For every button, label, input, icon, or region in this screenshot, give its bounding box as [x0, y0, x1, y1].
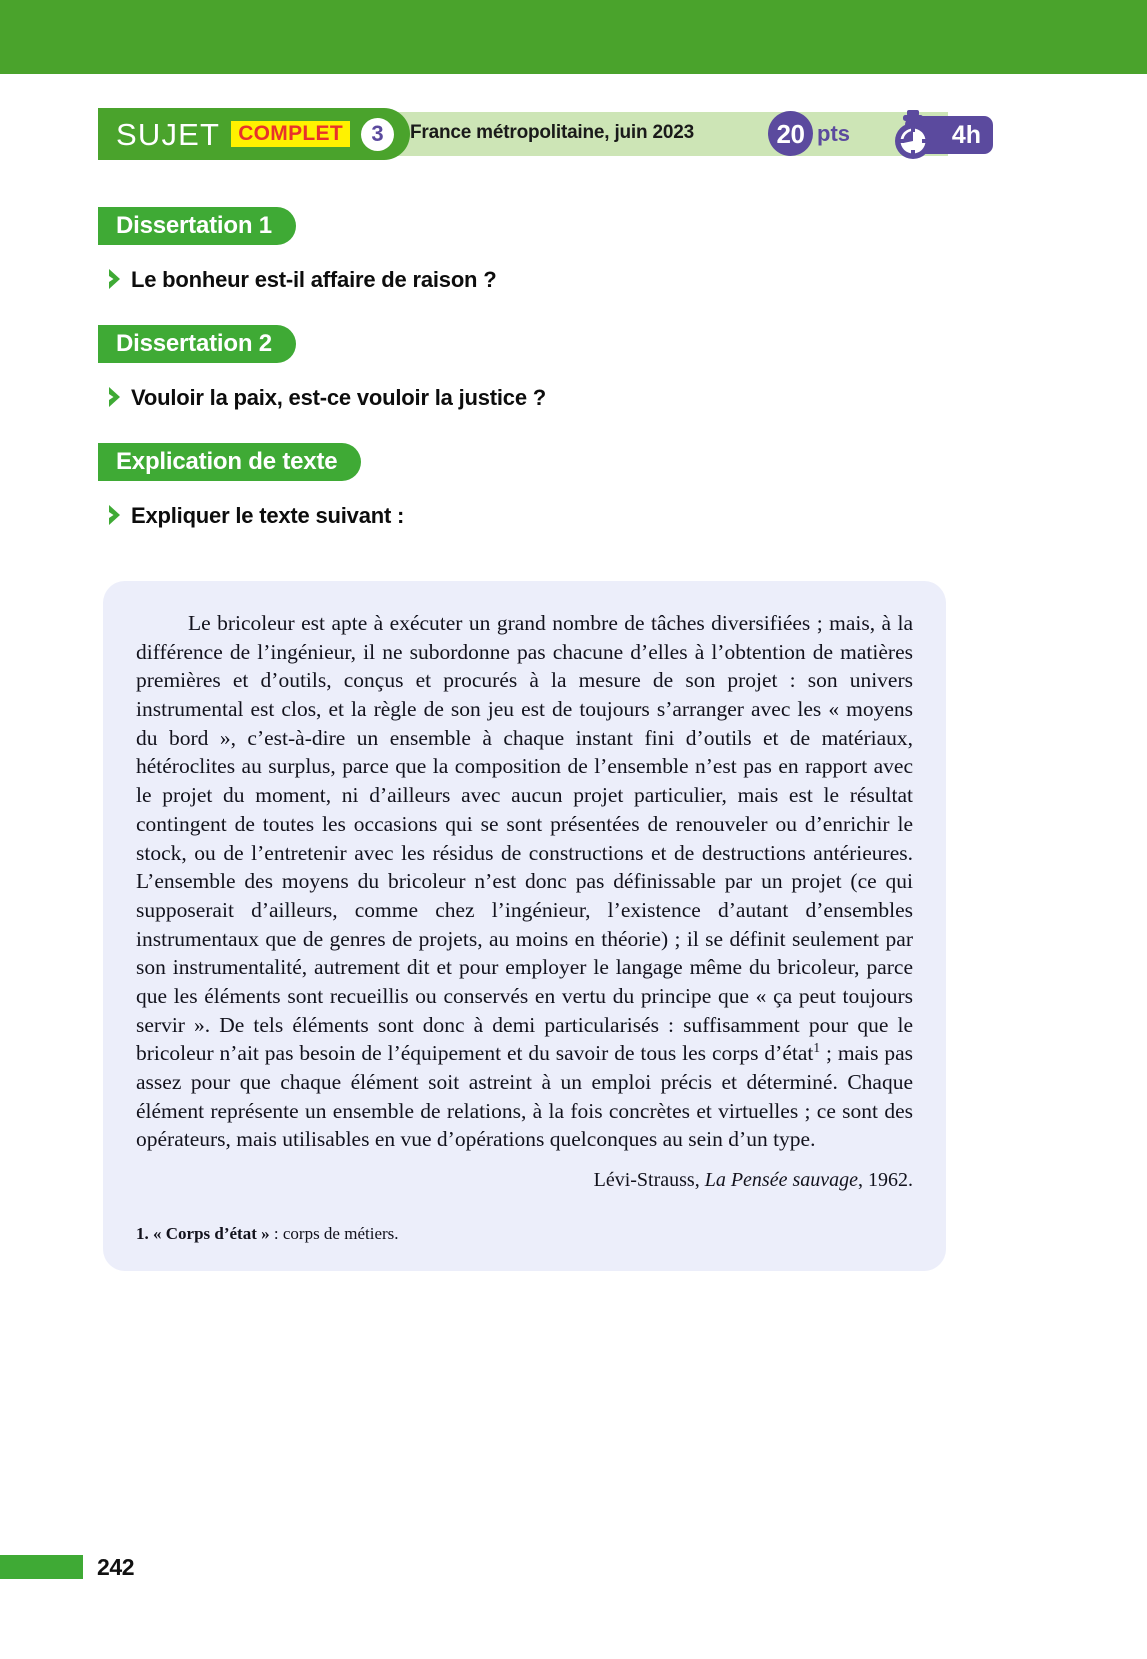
- points-unit-label: pts: [817, 120, 850, 146]
- exam-session-label: France métropolitaine, juin 2023: [410, 122, 694, 143]
- points-value: 20: [768, 111, 813, 156]
- footnote-term: 1. « Corps d’état »: [136, 1224, 270, 1244]
- page-number: 242: [97, 1553, 135, 1580]
- tag-dissertation-2-label: Dissertation 2: [116, 330, 272, 357]
- chevron-right-icon: [108, 268, 122, 290]
- excerpt-body-part2: ; mais pas assez pour que chaque élément soit astreint à un emploi précis et déterminé. Chaque élément représente un ensemble de relations, à la fois concrètes et virtuelles ; ce sont des opérateurs, mais utilisables en vue d’opérations quelconques au sein d’un type.: [136, 1041, 913, 1152]
- points-badge: [768, 111, 850, 156]
- subject-header-bar: [98, 108, 981, 160]
- question-explication-de-texte: [108, 501, 404, 528]
- chevron-right-icon: [108, 504, 122, 526]
- tag-explication-de-texte: [98, 443, 361, 481]
- complet-highlight: COMPLET: [231, 121, 350, 147]
- subject-word: SUJET: [116, 116, 221, 152]
- tag-explication-de-texte-label: Explication de texte: [116, 448, 338, 475]
- tag-dissertation-1: [98, 207, 296, 245]
- attribution-year: , 1962.: [858, 1169, 913, 1192]
- duration-badge: [883, 108, 993, 160]
- tag-dissertation-1-label: Dissertation 1: [116, 212, 272, 239]
- subject-title-badge: [98, 108, 410, 160]
- excerpt-body: [136, 609, 913, 1154]
- footnote-definition: : corps de métiers.: [269, 1224, 399, 1244]
- question-dissertation-2-text: Vouloir la paix, est-ce vouloir la justice ?: [131, 385, 547, 410]
- page-content: [0, 74, 1147, 1659]
- attribution-author: Lévi-Strauss,: [593, 1169, 705, 1192]
- question-dissertation-1-text: Le bonheur est-il affaire de raison ?: [131, 267, 497, 292]
- top-green-band: [0, 0, 1147, 74]
- duration-value: 4h: [951, 120, 981, 149]
- excerpt-body-part1: Le bricoleur est apte à exécuter un grand nombre de tâches diversifiées ; mais, à la différence de l’ingénieur, il ne subordonne pas chacune d’elles à l’obtention de matières premières et d’outils, conçus et procurés à la mesure de son projet : son univers instrumental est clos, et la règle de son jeu est de toujours s’arranger avec les « moyens du bord », c’est-à-dire un ensemble à chaque instant fini d’outils et de matériaux, hétéroclites au surplus, parce que la composition de l’ensemble n’est pas en rapport avec le projet du moment, ni d’ailleurs avec aucun projet particulier, mais est le résultat contingent de toutes les occasions qui se sont présentées de renouveler ou d’enrichir le stock, ou de l’entretenir avec les résidus de constructions et de destructions antérieures. L’ensemble des moyens du bricoleur n’est donc pas définissable par un projet (ce qui supposerait d’ailleurs, comme chez l’ingénieur, l’existence d’autant d’ensembles instrumentaux que de genres de projets, au moins en théorie) ; il se définit seulement par son instrumentalité, autrement dit et pour employer le langage même du bricoleur, parce que les éléments sont recueillis ou conservés en vertu du principe que « ça peut toujours servir ». De tels éléments sont donc à demi particularisés : suffisamment pour que le bricoleur n’ait pas besoin de l’équipement et du savoir de tous les corps d’état: [136, 611, 913, 1066]
- footer-green-bar: [0, 1555, 83, 1579]
- chevron-right-icon: [108, 386, 122, 408]
- subject-number-circle: 3: [361, 118, 394, 151]
- question-dissertation-2: [108, 383, 546, 410]
- excerpt-attribution: [136, 1167, 913, 1193]
- text-excerpt-panel: [103, 581, 946, 1271]
- question-dissertation-1: [108, 265, 496, 292]
- page-footer: [0, 1555, 134, 1579]
- question-explication-de-texte-text: Expliquer le texte suivant :: [131, 503, 405, 528]
- footnote-marker: 1: [813, 1040, 821, 1056]
- stopwatch-icon: [889, 110, 937, 160]
- tag-dissertation-2: [98, 325, 296, 363]
- attribution-title: La Pensée sauvage: [704, 1169, 858, 1192]
- excerpt-footnote: [136, 1223, 913, 1245]
